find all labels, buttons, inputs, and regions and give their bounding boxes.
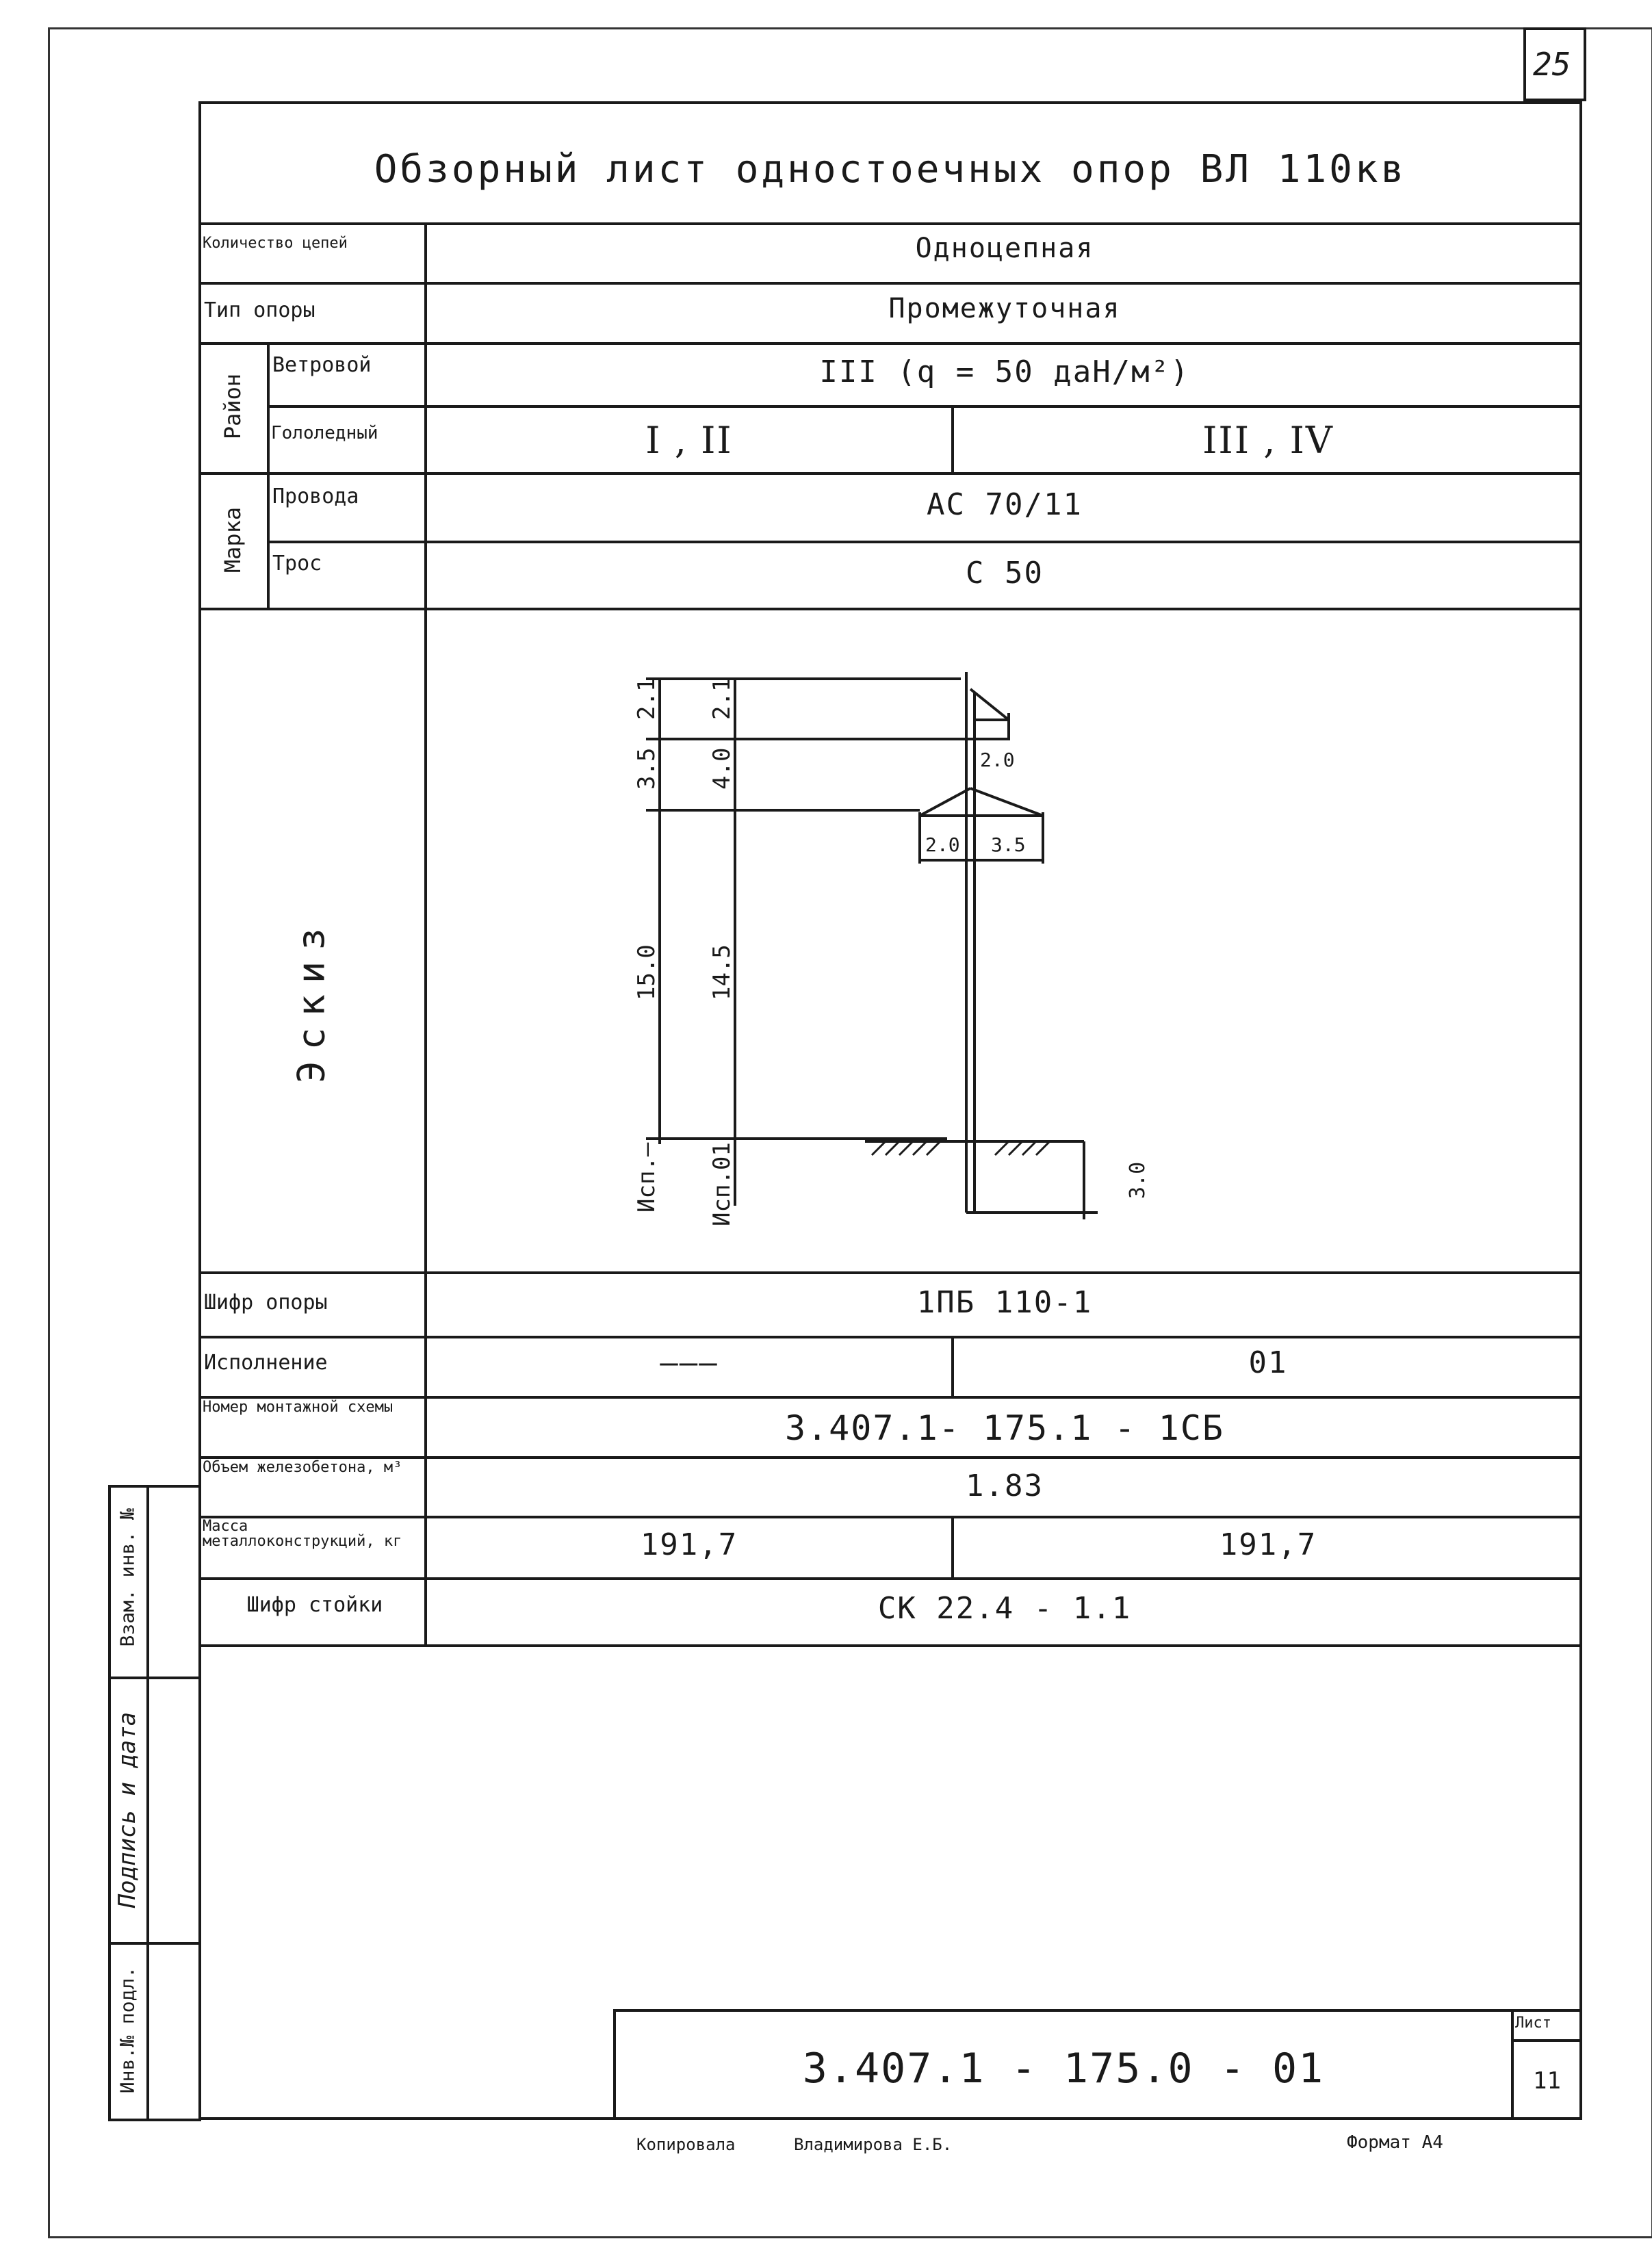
doc-code: 3.407.1 - 175.0 - 01 xyxy=(802,2045,1325,2093)
execution-label: Исполнение xyxy=(204,1351,328,1375)
concrete-volume-value: 1.83 xyxy=(966,1468,1044,1503)
sheet-label: Лист xyxy=(1515,2015,1551,2032)
dim-e4: Исп.01 xyxy=(708,1142,736,1226)
dim-arm-left: 2.0 xyxy=(925,833,960,856)
dim-e3: 14.5 xyxy=(708,944,736,1000)
post-cipher-value: СК 22.4 - 1.1 xyxy=(877,1591,1132,1626)
dim-e1: 2.1 xyxy=(708,677,736,720)
dim-d3: 15.0 xyxy=(633,944,660,1000)
post-cipher-label: Шифр стойки xyxy=(246,1593,383,1617)
circuits-value: Одноцепная xyxy=(915,233,1094,264)
scheme-no-label: Номер монтажной схемы xyxy=(203,1399,393,1416)
circuits-label: Количество цепей xyxy=(203,235,348,252)
dim-d4: Исп.— xyxy=(633,1142,660,1213)
footer-copied: Копировала xyxy=(636,2135,736,2154)
page-title: Обзорный лист одностоечных опор ВЛ 110кв xyxy=(374,147,1407,192)
dim-arm-top: 2.0 xyxy=(980,749,1015,771)
footer-copier: Владимирова Е.Б. xyxy=(794,2135,953,2154)
execution-value-left: ——— xyxy=(660,1345,719,1380)
metal-mass-value-left: 191,7 xyxy=(640,1527,738,1562)
cable-value: С 50 xyxy=(966,556,1044,591)
cipher-value: 1ПБ 110-1 xyxy=(916,1285,1093,1320)
region-group-label: Район xyxy=(220,373,246,440)
sheet-number: 11 xyxy=(1533,2067,1561,2095)
support-type-value: Промежуточная xyxy=(888,293,1121,324)
cable-label: Трос xyxy=(272,552,322,575)
wire-label: Провода xyxy=(272,484,359,508)
stamp-inv: Взам. инв. № xyxy=(116,1508,139,1647)
support-type-label: Тип опоры xyxy=(204,298,315,322)
sketch-label: Эскиз xyxy=(289,917,333,1083)
ice-value-left: I , II xyxy=(645,419,733,462)
wind-label: Ветровой xyxy=(272,353,372,377)
stamp-sign: Подпись и дата xyxy=(114,1711,141,1908)
metal-mass-label: Масса металлоконструкций, кг xyxy=(203,1518,402,1550)
concrete-volume-label: Объем железобетона, м³ xyxy=(203,1459,402,1476)
scheme-no-value: 3.407.1- 175.1 - 1СБ xyxy=(784,1408,1225,1448)
wind-value: III (q = 50 даН/м²) xyxy=(819,354,1190,389)
ice-label: Гололедный xyxy=(271,423,378,443)
execution-value-right: 01 xyxy=(1248,1345,1288,1380)
cipher-label: Шифр опоры xyxy=(204,1291,328,1315)
wire-value: АС 70/11 xyxy=(927,487,1083,522)
dim-ground: 3.0 xyxy=(1126,1161,1150,1199)
dim-d1: 2.1 xyxy=(633,677,660,720)
page-number: 25 xyxy=(1533,46,1571,83)
support-sketch xyxy=(427,610,1582,1269)
ice-value-right: III , IV xyxy=(1202,419,1334,462)
dim-d2: 3.5 xyxy=(633,747,660,790)
dim-e2: 4.0 xyxy=(708,747,736,790)
mark-group-label: Марка xyxy=(220,506,246,573)
dim-arm-right: 3.5 xyxy=(991,833,1026,856)
metal-mass-value-right: 191,7 xyxy=(1219,1527,1317,1562)
footer-format: Формат А4 xyxy=(1347,2132,1443,2153)
stamp-orig: Инв.№ подл. xyxy=(116,1966,139,2094)
